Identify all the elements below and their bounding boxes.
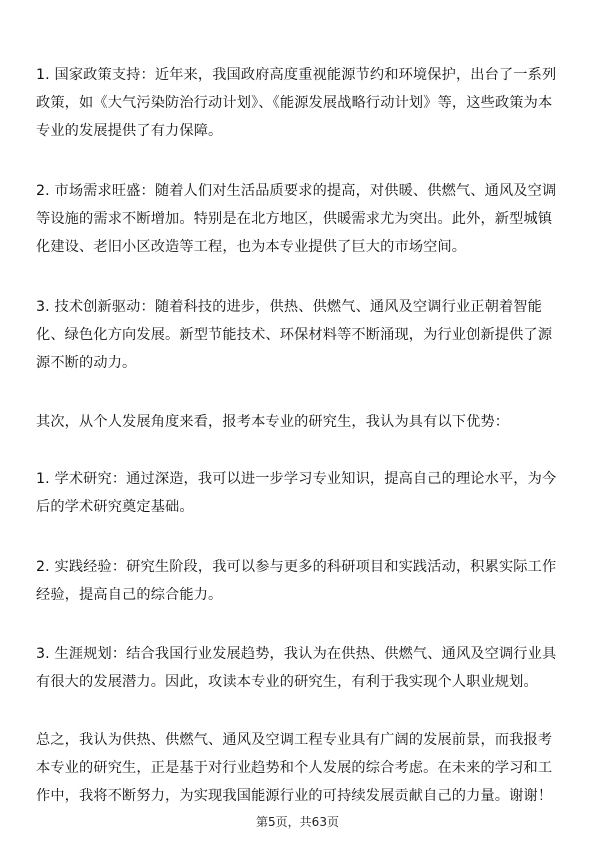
paragraph-academic-research: 1. 学术研究：通过深造，我可以进一步学习专业知识，提高自己的理论水平，为今后的学术研究奠定基础。: [36, 471, 557, 515]
paragraph-market-demand: 2. 市场需求旺盛：随着人们对生活品质要求的提高，对供暖、供燃气、通风及空调等设施的需求不断增加。特别是在北方地区，供暖需求尤为突出。此外，新型城镇化建设、老旧小区改造等工程，也为本专业提供了巨大的市场空间。: [36, 183, 557, 255]
paragraph-personal-intro: 其次，从个人发展角度来看，报考本专业的研究生，我认为具有以下优势：: [36, 414, 510, 430]
paragraph-conclusion: 总之，我认为供热、供燃气、通风及空调工程专业具有广阔的发展前景，而我报考本专业的研究生，正是基于对行业趋势和个人发展的综合考虑。在未来的学习和工作中，我将不断努力，为实现我国能源行业的可持续发展贡献自己的力量。谢谢！: [36, 732, 553, 804]
paragraph-policy-support: 1. 国家政策支持：近年来，我国政府高度重视能源节约和环境保护，出台了一系列政策，如《大气污染防治行动计划》、《能源发展战略行动计划》等，这些政策为本专业的发展提供了有力保障。: [36, 67, 557, 139]
page-number: 第5页，共63页: [256, 815, 339, 829]
paragraph-practical-experience: 2. 实践经验：研究生阶段，我可以参与更多的科研项目和实践活动，积累实际工作经验，提高自己的综合能力。: [36, 559, 557, 603]
paragraph-tech-innovation: 3. 技术创新驱动：随着科技的进步，供热、供燃气、通风及空调行业正朝着智能化、绿色化方向发展。新型节能技术、环保材料等不断涌现，为行业创新提供了源源不断的动力。: [36, 299, 553, 371]
paragraph-career-planning: 3. 生涯规划：结合我国行业发展趋势，我认为在供热、供燃气、通风及空调行业具有很大的发展潜力。因此，攻读本专业的研究生，有利于我实现个人职业规划。: [36, 646, 557, 690]
